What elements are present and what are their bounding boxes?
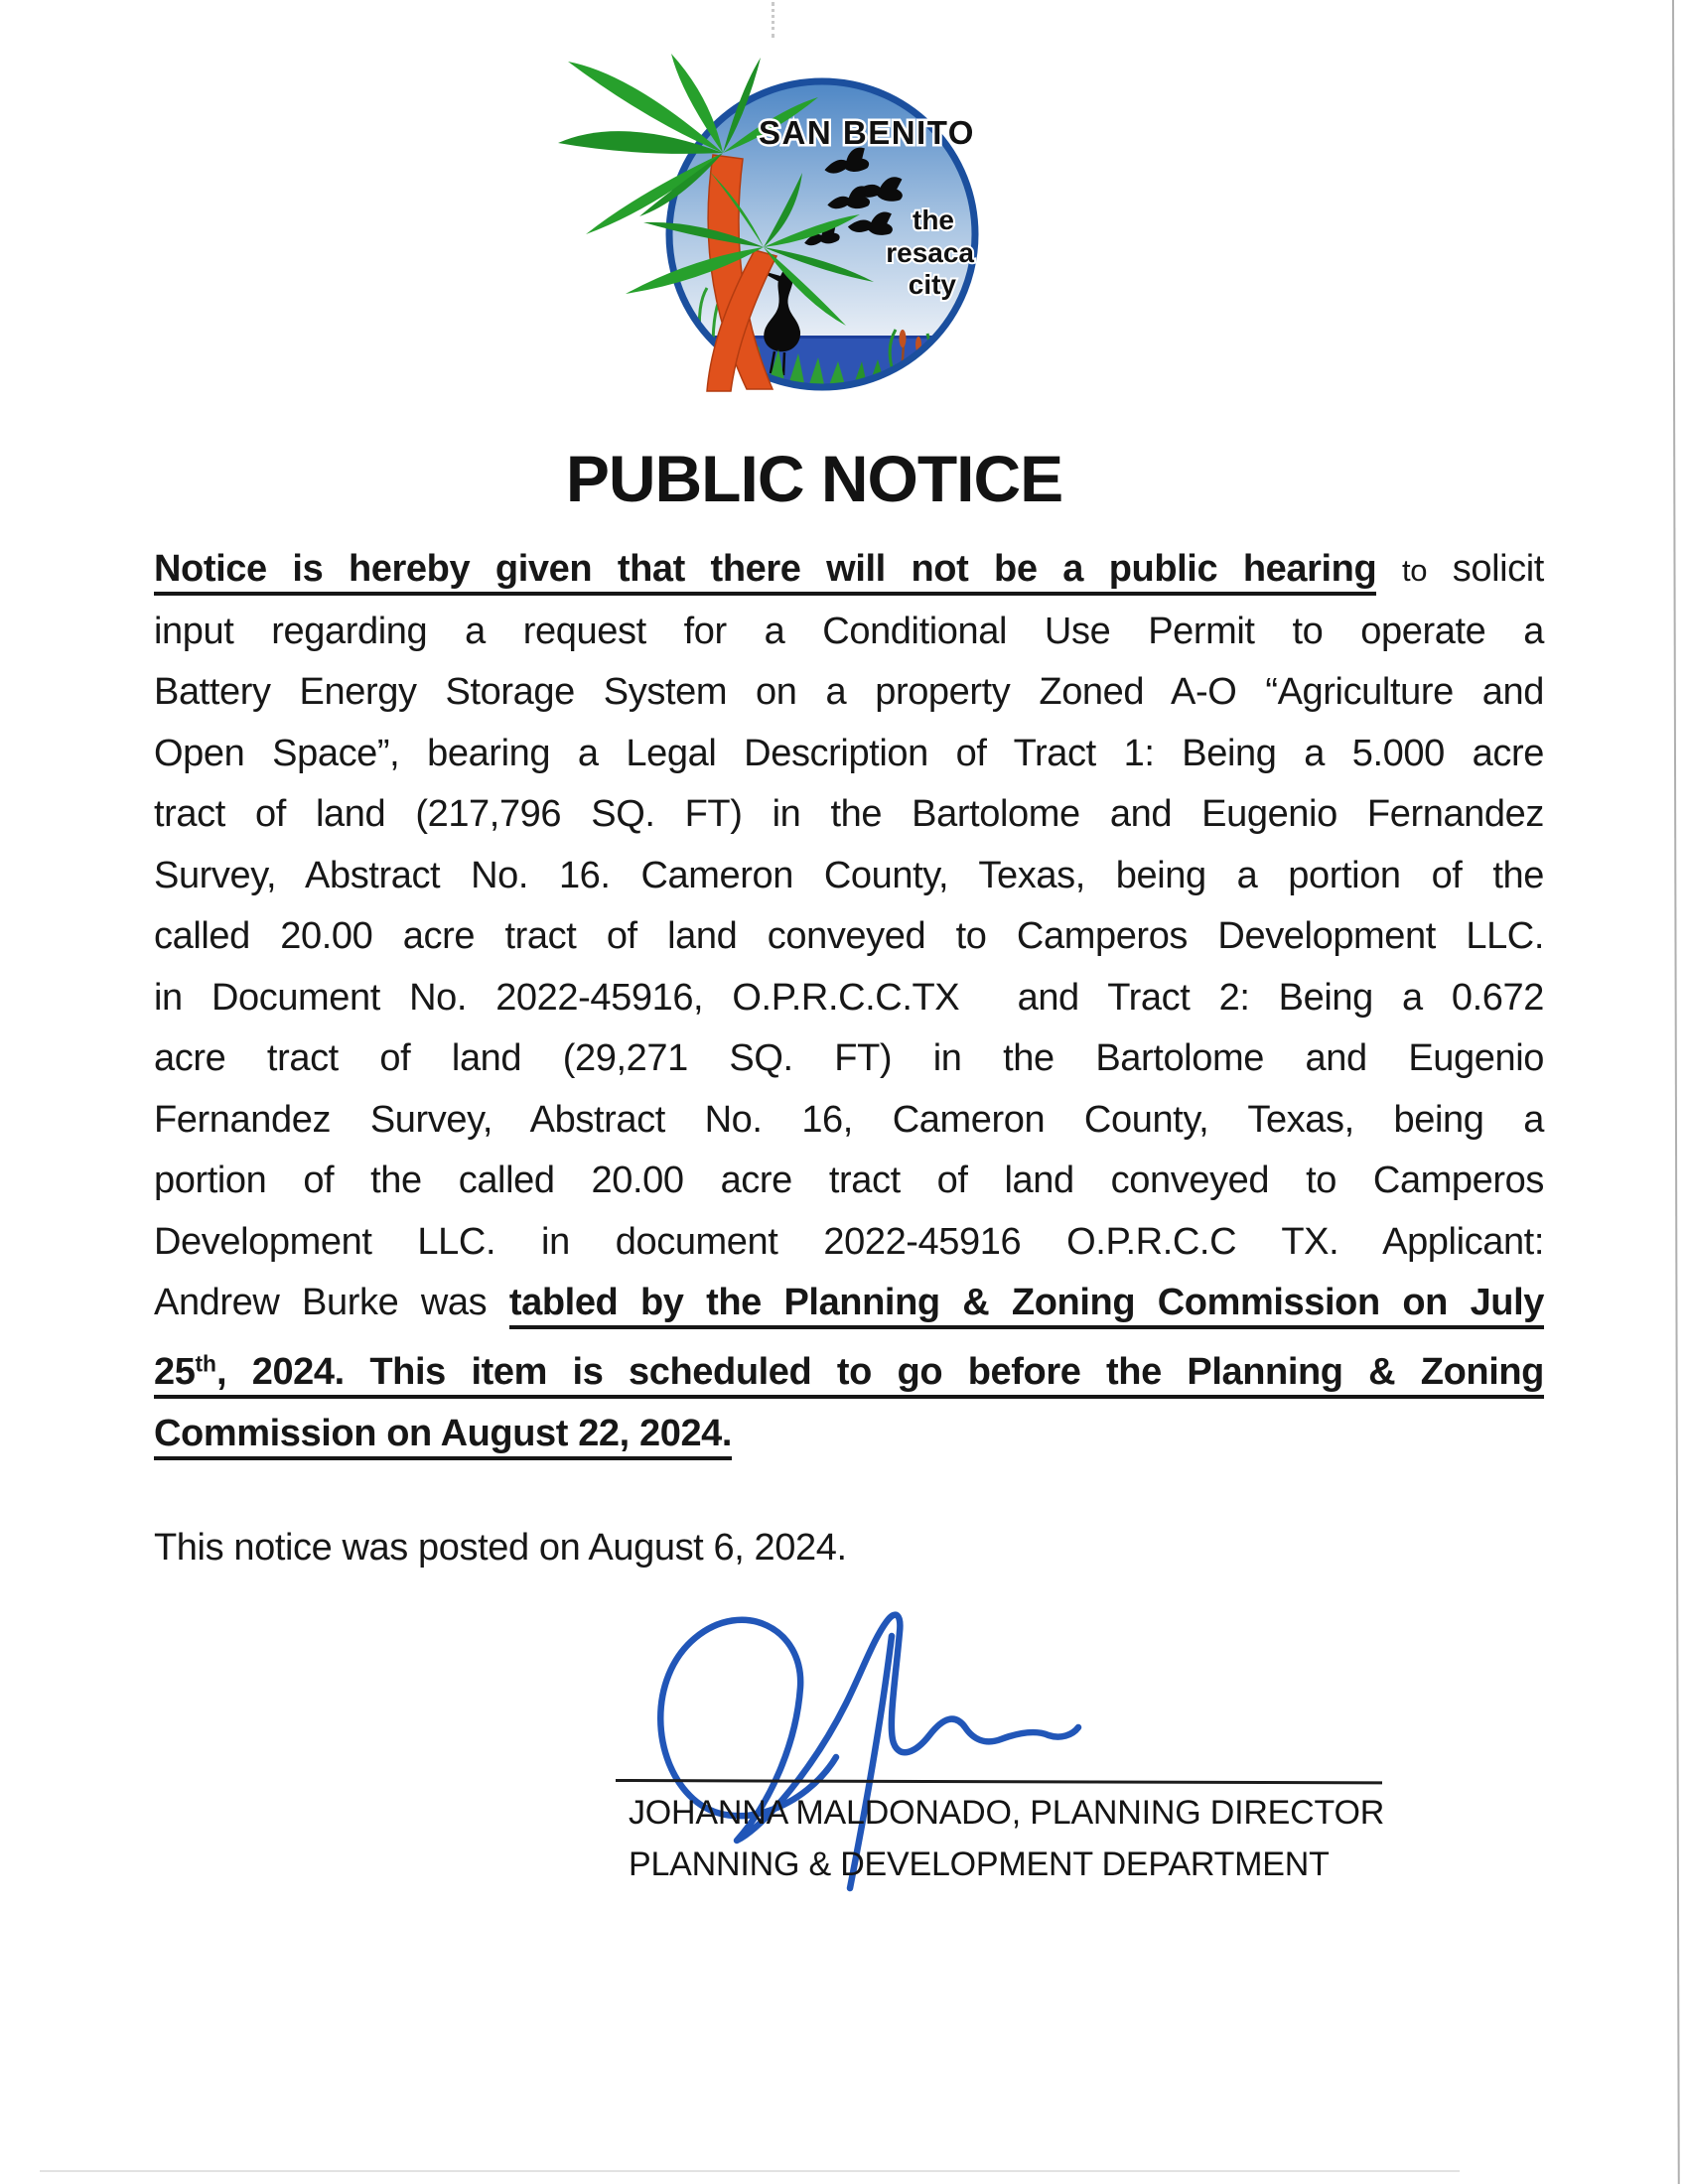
notice-line: Survey, Abstract No. 16. Cameron County, Texas, being a portion of the: [154, 854, 1544, 896]
underlined-emphasis: Notice is hereby given that there will not be a public hearing: [154, 548, 1376, 596]
notice-line: in Document No. 2022-45916, O.P.R.C.C.TX and Tract 2: Being a 0.672: [154, 976, 1544, 1019]
logo-city-name: SAN BENITO: [759, 114, 975, 151]
notice-line: [154, 1334, 1544, 1404]
notice-line: portion of the called 20.00 acre tract of land conveyed to Camperos: [154, 1160, 1544, 1201]
underlined-emphasis: Commission on August 22, 2024.: [154, 1413, 732, 1460]
underlined-emphasis: 25th, 2024. This item is scheduled to go before the Planning & Zoning: [154, 1351, 1544, 1399]
logo-tagline-line3: city: [908, 269, 956, 300]
signer-department: PLANNING & DEVELOPMENT DEPARTMENT: [629, 1845, 1330, 1883]
notice-line: Battery Energy Storage System on a property Zoned A-O “Agriculture and: [154, 671, 1544, 713]
underlined-emphasis: tabled by the Planning & Zoning Commission on July: [509, 1282, 1544, 1329]
notice-paragraph: [154, 539, 1544, 1464]
notice-line: Development LLC. in document 2022-45916 O.P.R.C.C TX. Applicant:: [154, 1220, 1544, 1263]
fold-mark: [772, 2, 774, 38]
logo-tagline-line2: resaca: [886, 237, 974, 268]
scan-bottom-streak: [40, 2170, 1460, 2172]
signer-name-title: JOHANNA MALDONADO, PLANNING DIRECTOR: [629, 1794, 1385, 1832]
notice-line: Notice is hereby given that there will not be a public hearing to solicit: [154, 539, 1544, 602]
posted-date-line: This notice was posted on August 6, 2024.: [154, 1527, 847, 1569]
notice-line: [154, 1404, 1544, 1465]
notice-line: called 20.00 acre tract of land conveyed to Camperos Development LLC.: [154, 915, 1544, 957]
san-benito-city-logo: [552, 46, 994, 398]
notice-line: Andrew Burke was tabled by the Planning & Zoning Commission on July: [154, 1273, 1544, 1334]
signature-block: [629, 1787, 1384, 1890]
notice-line: Open Space”, bearing a Legal Description of Tract 1: Being a 5.000 acre: [154, 732, 1544, 774]
scan-edge-line: [1672, 0, 1680, 2184]
notice-line: input regarding a request for a Conditional Use Permit to operate a: [154, 610, 1544, 652]
notice-line: acre tract of land (29,271 SQ. FT) in the Bartolome and Eugenio: [154, 1037, 1544, 1079]
page-title: PUBLIC NOTICE: [565, 442, 1063, 515]
notice-line: tract of land (217,796 SQ. FT) in the Bartolome and Eugenio Fernandez: [154, 793, 1544, 835]
logo-tagline-line1: the: [913, 205, 954, 235]
notice-line: Fernandez Survey, Abstract No. 16, Cameron County, Texas, being a: [154, 1098, 1544, 1141]
